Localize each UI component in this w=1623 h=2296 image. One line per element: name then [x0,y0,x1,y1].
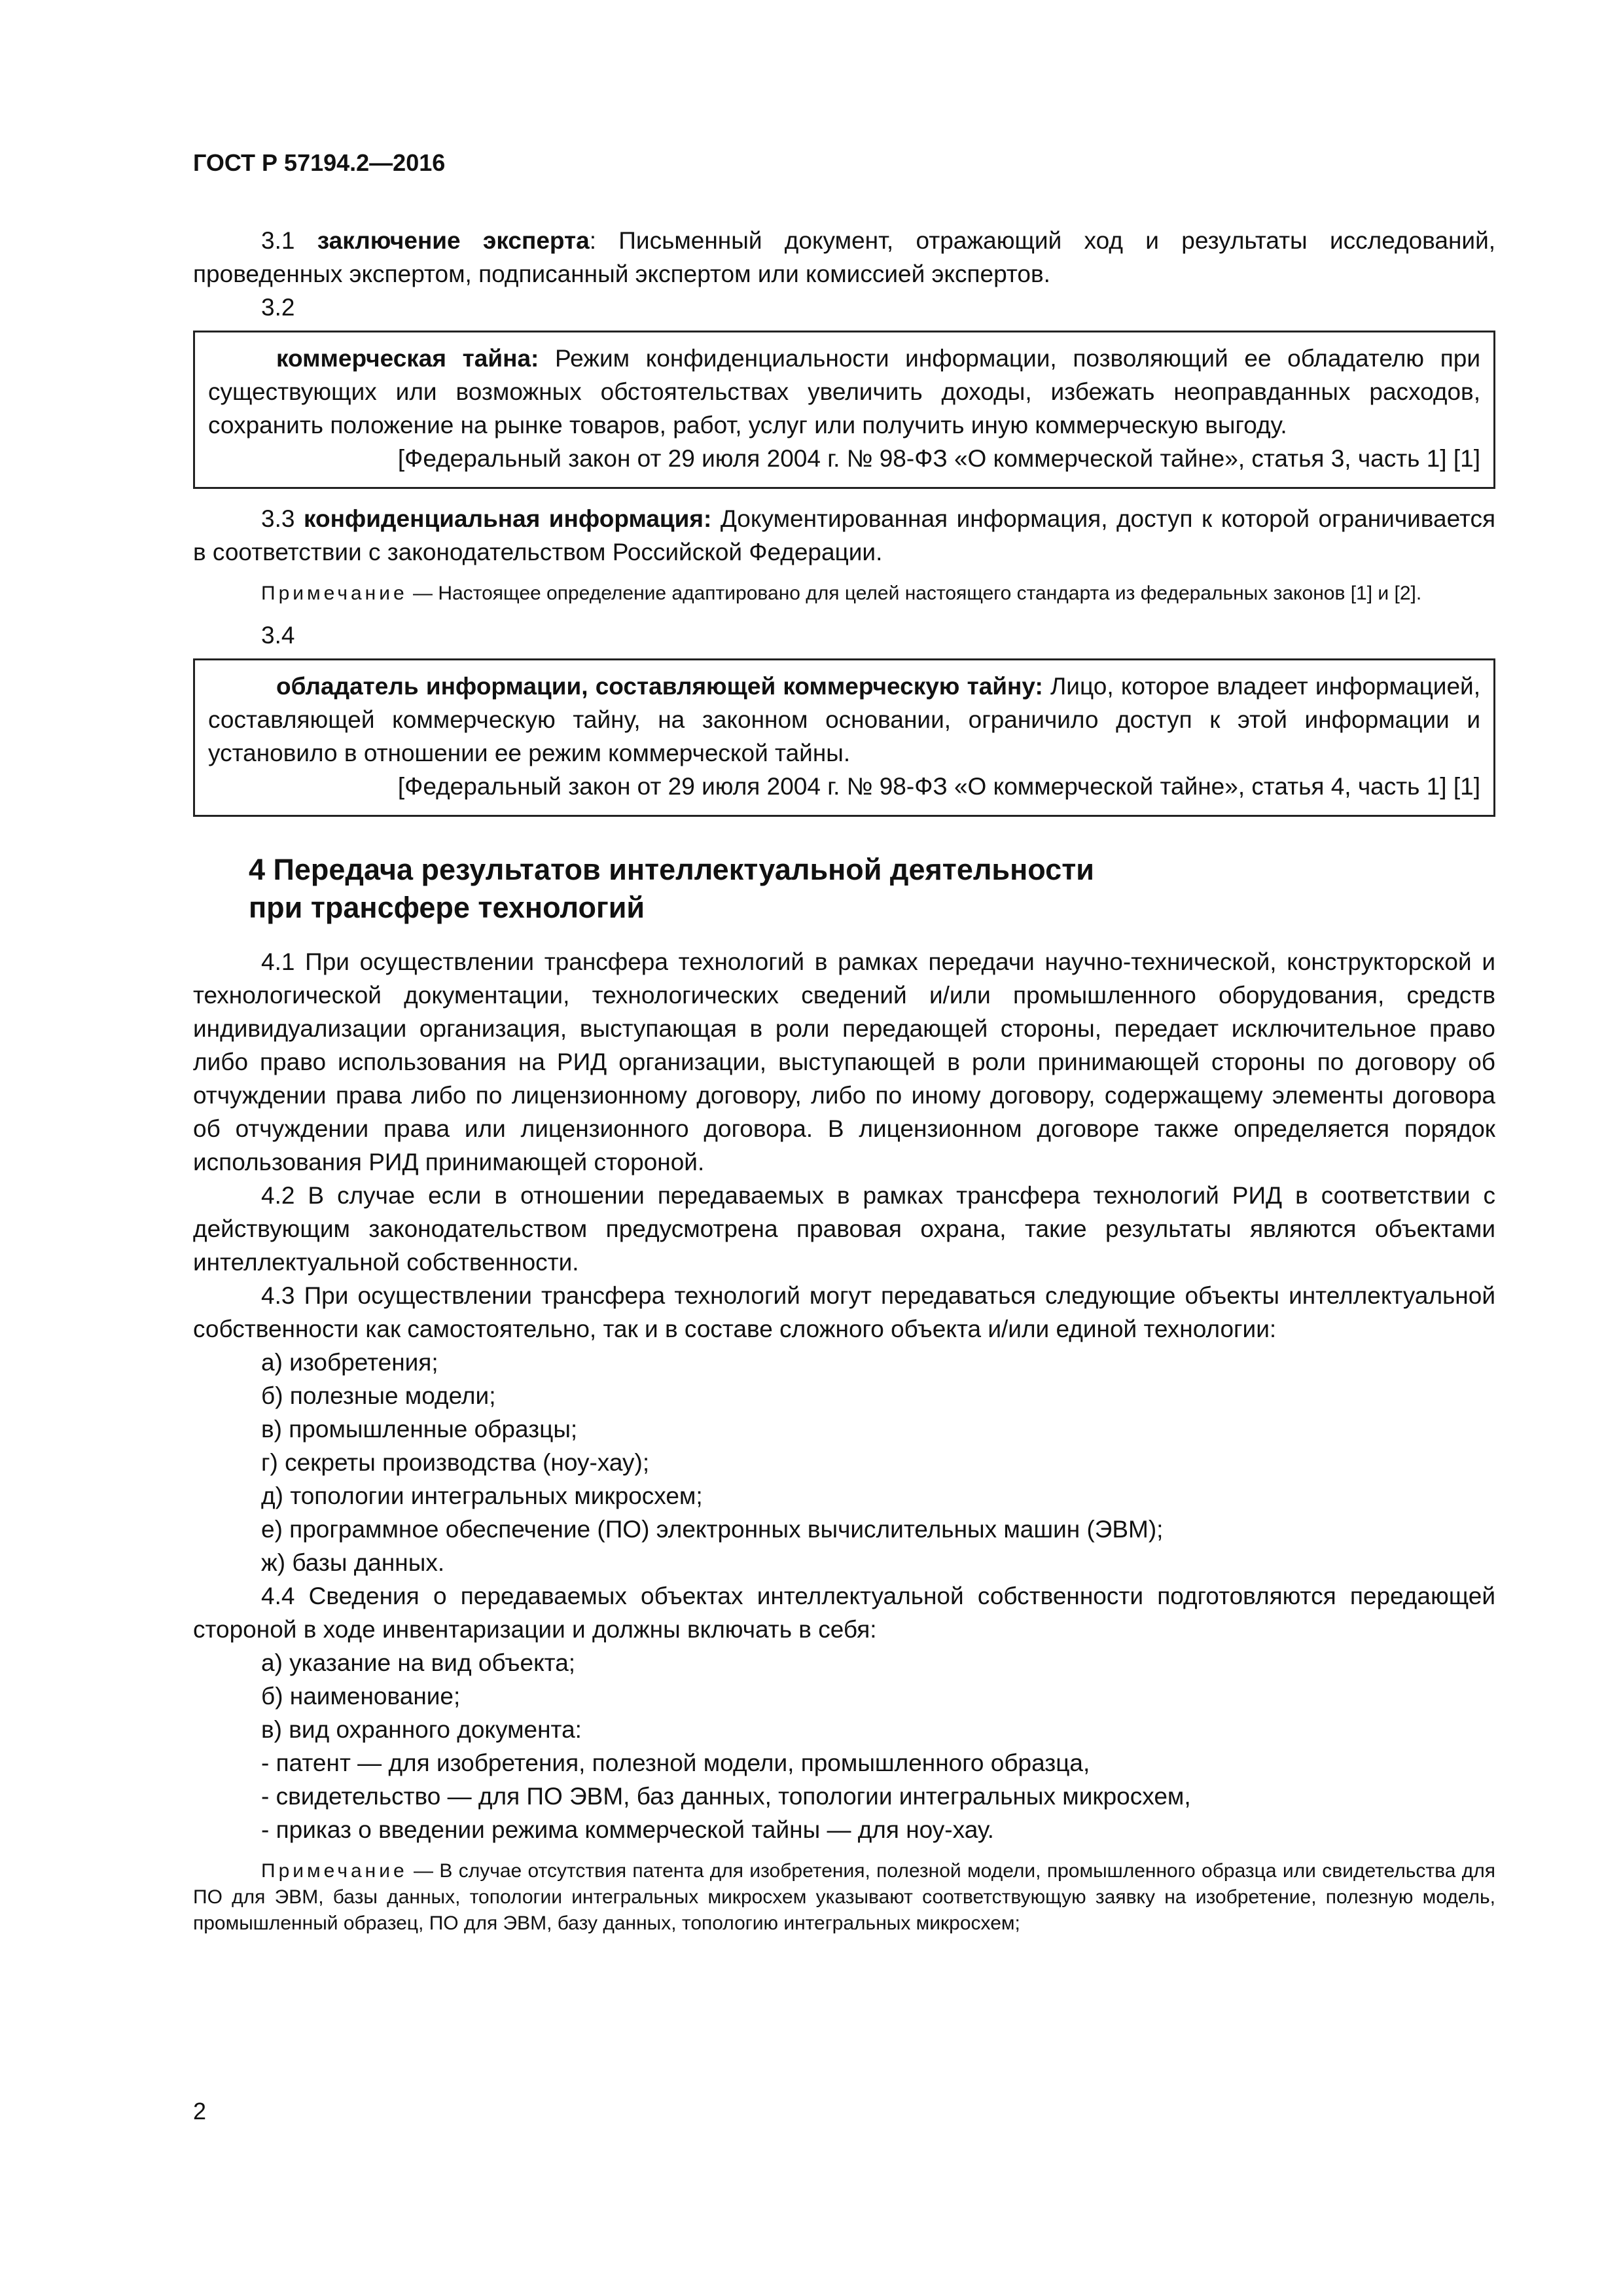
term-3-2-box [193,331,1495,489]
list-item: д) топологии интегральных микросхем; [261,1482,703,1509]
page-number: 2 [193,2098,207,2125]
list-4-3 [193,1346,1495,1579]
term-3-4-definition: обладатель информации, составляющей коммерческую тайну: Лицо, которое владеет информацией, составляющей коммерческую тайну, на законном основании, ограничило доступ к этой информации и установило в отношении ее режим коммерческой тайны. [208,673,1480,766]
note-3-3: Примечание — Настоящее определение адаптировано для целей настоящего стандарта из федеральных законов [1] и [2]. [261,583,1422,604]
paragraph-4-4: 4.4 Сведения о передаваемых объектах интеллектуальной собственности подготовляются передающей стороной в ходе инвентаризации и должны включать в себя: [193,1583,1495,1643]
list-item: а) изобретения; [261,1349,438,1376]
list-item: г) секреты производства (ноу-хау); [261,1449,650,1476]
term-3-4-reference: [Федеральный закон от 29 июля 2004 г. № 98-ФЗ «О коммерческой тайне», статья 4, часть 1] [1] [397,773,1480,800]
note-4-4: Примечание — В случае отсутствия патента для изобретения, полезной модели, промышленного образца или свидетельства для ПО для ЭВМ, базы данных, топологии интегральных микросхем указывают соответствующую заявку на изобретение, полезную модель, промышленный образец, ПО для ЭВМ, базу данных, топологию интегральных микросхем; [193,1860,1495,1934]
term-3-1: 3.1 заключение эксперта: Письменный документ, отражающий ход и результаты исследований, проведенных экспертом, подписанный экспертом или комиссией экспертов. [193,227,1496,287]
term-3-2-reference: [Федеральный закон от 29 июля 2004 г. № 98-ФЗ «О коммерческой тайне», статья 3, часть 1] [1] [397,445,1480,472]
term-3-2-definition: коммерческая тайна: Режим конфиденциальности информации, позволяющий ее обладателю при существующих или возможных обстоятельствах увеличить доходы, избежать неоправданных расходов, сохранить положение на рынке товаров, работ, услуг или получить иную коммерческую выгоду. [208,345,1480,439]
list-item: а) указание на вид объекта; [261,1649,576,1676]
paragraph-4-1: 4.1 При осуществлении трансфера технологий в рамках передачи научно-технической, конструкторской и технологической документации, технологических сведений и/или промышленного оборудования, средств индивидуализации организация, выступающая в роли передающей стороны, передает исключительное право либо право использования на РИД организации, выступающей в роли принимающей стороны по договору об отчуждении права либо по лицензионному договору, либо по иному договору, содержащему элементы договора об отчуждении права или лицензионного договора. В лицензионном договоре также определяется порядок использования РИД принимающей стороной. [193,948,1495,1175]
list-4-4 [193,1646,1495,1846]
note-label: Примечание [261,583,408,604]
paragraph-4-3: 4.3 При осуществлении трансфера технологий могут передаваться следующие объекты интеллектуальной собственности как самостоятельно, так и в составе сложного объекта и/или единой технологии: [193,1282,1495,1342]
list-item: ж) базы данных. [261,1549,445,1576]
list-item: в) вид охранного документа: [261,1716,582,1743]
note-label: Примечание [261,1860,408,1882]
term-3-1-name: заключение эксперта [317,227,590,254]
section-4-title: 4 Передача результатов интеллектуальной деятельности при трансфере технологий [249,853,1094,924]
term-3-4-number: 3.4 [261,622,295,649]
term-3-3: 3.3 конфиденциальная информация: Документированная информация, доступ к которой ограничивается в соответствии с законодательством Российской Федерации. [193,505,1496,565]
list-item: б) наименование; [261,1683,461,1710]
list-item: б) полезные модели; [261,1382,496,1409]
term-3-4-box [193,658,1495,817]
list-item: в) промышленные образцы; [261,1416,578,1443]
standard-header: ГОСТ Р 57194.2—2016 [193,149,446,176]
term-3-4-name: обладатель информации, составляющей коммерческую тайну: [276,673,1043,700]
term-3-2-number: 3.2 [261,294,295,321]
term-3-2-name: коммерческая тайна: [276,345,539,372]
list-item: - свидетельство — для ПО ЭВМ, баз данных, топологии интегральных микросхем, [261,1783,1191,1810]
document-page [193,149,1495,1948]
list-item: - приказ о введении режима коммерческой тайны — для ноу-хау. [261,1816,994,1843]
paragraph-4-2: 4.2 В случае если в отношении передаваемых в рамках трансфера технологий РИД в соответствии с действующим законодательством предусмотрена правовая охрана, такие результаты являются объектами интеллектуальной собственности. [193,1182,1495,1276]
term-3-3-name: конфиденциальная информация: [303,505,712,532]
list-item: - патент — для изобретения, полезной модели, промышленного образца, [261,1749,1090,1776]
list-item: е) программное обеспечение (ПО) электронных вычислительных машин (ЭВМ); [261,1516,1164,1543]
